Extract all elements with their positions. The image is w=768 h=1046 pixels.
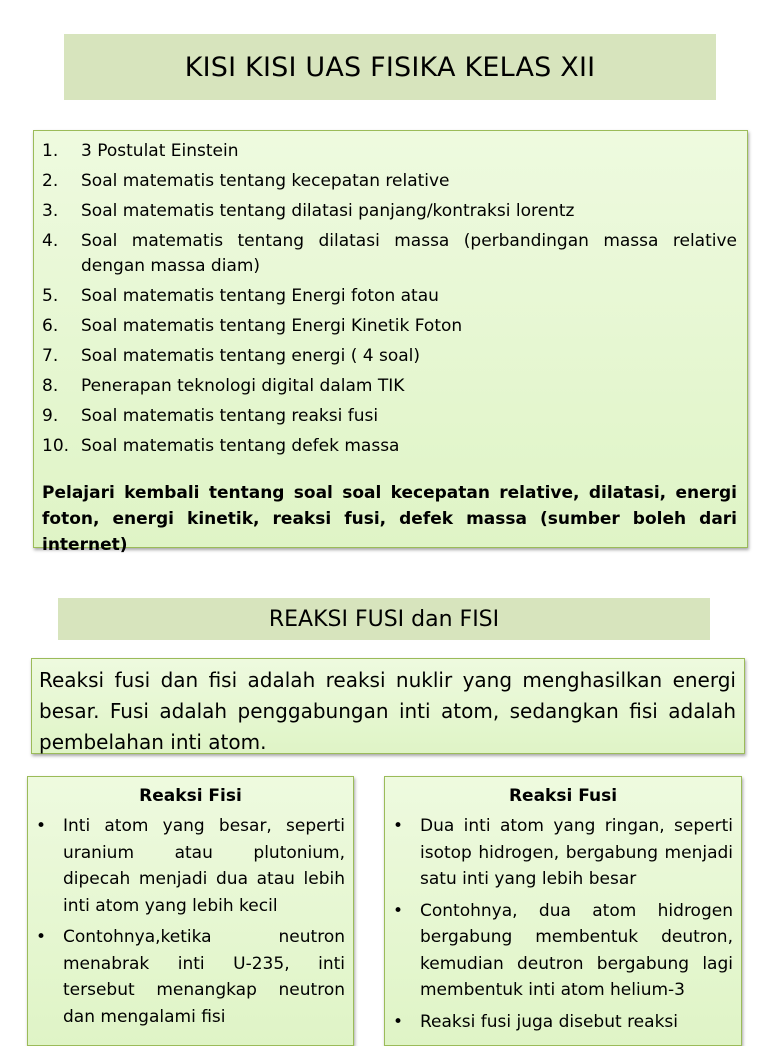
bullet-text: Contohnya, dua atom hidrogen bergabung membentuk deutron, kemudian deutron bergabung lagi membentuk inti atom helium-3 [420, 900, 733, 1000]
bullet-icon: • [36, 816, 47, 836]
bullet-icon: • [36, 927, 47, 947]
list-item [36, 924, 345, 1030]
list-item [42, 169, 737, 194]
item-number: 4. [42, 231, 59, 251]
fusi-box [384, 776, 742, 1046]
item-number: 3. [42, 201, 59, 221]
fusi-title: Reaksi Fusi [508, 786, 618, 806]
item-number: 10. [42, 436, 70, 456]
bullet-text: Reaksi fusi juga disebut reaksi [420, 1011, 678, 1032]
item-number: 1. [42, 141, 59, 161]
bullet-icon: • [393, 900, 404, 921]
bullet-text: Inti atom yang besar, seperti uranium atau plutonium, dipecah menjadi dua atau lebih inti atom yang lebih kecil [63, 816, 345, 916]
page-title: KISI KISI UAS FISIKA KELAS XII [64, 34, 716, 100]
list-item [42, 284, 737, 309]
bullet-icon: • [393, 1011, 404, 1032]
list-item [42, 344, 737, 369]
fisi-title: Reaksi Fisi [139, 786, 242, 806]
list-item [42, 199, 737, 224]
bullet-text: Contohnya,ketika neutron menabrak inti U-235, inti tersebut menangkap neutron dan mengalami fisi [63, 927, 345, 1027]
list-item [393, 898, 733, 1004]
section-title: REAKSI FUSI dan FISI [58, 598, 710, 640]
list-item [42, 434, 737, 459]
study-note: Pelajari kembali tentang soal soal kecepatan relative, dilatasi, energi foton, energi kinetik, reaksi fusi, defek massa (sumber boleh dari internet) [42, 483, 737, 555]
item-text: Penerapan teknologi digital dalam TIK [81, 376, 405, 396]
item-text: Soal matematis tentang Energi foton atau [81, 286, 439, 306]
fusi-list [393, 813, 733, 1035]
item-text: Soal matematis tentang Energi Kinetik Foton [81, 316, 463, 336]
list-item [42, 229, 737, 279]
item-number: 5. [42, 286, 59, 306]
bullet-icon: • [393, 816, 404, 836]
fisi-box [27, 776, 354, 1046]
list-item [36, 813, 345, 919]
item-text: Soal matematis tentang reaksi fusi [81, 406, 379, 426]
list-item [393, 1009, 733, 1036]
item-text: Soal matematis tentang defek massa [81, 436, 400, 456]
item-number: 9. [42, 406, 59, 426]
item-text: 3 Postulat Einstein [81, 141, 239, 161]
list-item [393, 813, 733, 893]
item-number: 2. [42, 171, 59, 191]
list-item [42, 314, 737, 339]
item-text: Soal matematis tentang energi ( 4 soal) [81, 346, 421, 366]
list-item [42, 404, 737, 429]
intro-paragraph: Reaksi fusi dan fisi adalah reaksi nuklir yang menghasilkan energi besar. Fusi adalah penggabungan inti atom, sedangkan fisi adalah pembelahan inti atom. [31, 658, 745, 754]
item-text: Soal matematis tentang dilatasi massa (perbandingan massa relative dengan massa diam) [81, 231, 737, 276]
item-number: 8. [42, 376, 59, 396]
kisi-list [42, 139, 737, 459]
item-number: 6. [42, 316, 59, 336]
fisi-list [36, 813, 345, 1030]
item-number: 7. [42, 346, 59, 366]
item-text: Soal matematis tentang kecepatan relative [81, 171, 450, 191]
list-item [42, 139, 737, 164]
item-text: Soal matematis tentang dilatasi panjang/kontraksi lorentz [81, 201, 575, 221]
list-item [42, 374, 737, 399]
bullet-text: Dua inti atom yang ringan, seperti isotop hidrogen, bergabung menjadi satu inti yang lebih besar [420, 816, 733, 889]
kisi-box [33, 130, 748, 555]
